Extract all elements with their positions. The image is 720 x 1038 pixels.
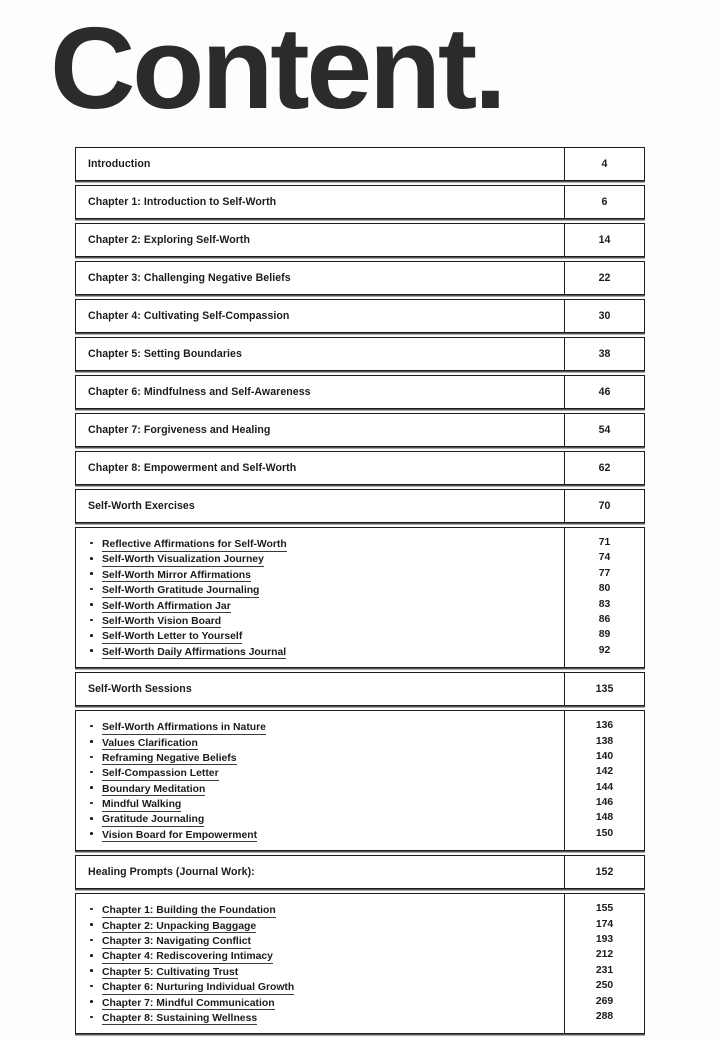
toc-sublist-item-page: 138 — [595, 735, 614, 747]
toc-entry-page-cell — [565, 147, 645, 181]
toc-sublist-item-page: 174 — [595, 918, 614, 930]
toc-entry-page: 62 — [598, 462, 611, 474]
toc-entry-page-cell — [565, 299, 645, 333]
toc-entry-title-cell[interactable] — [75, 451, 565, 485]
table-row — [75, 489, 645, 523]
toc-entry-page-cell — [565, 489, 645, 523]
toc-sublist-item-label[interactable]: Self-Worth Affirmation Jar — [102, 600, 231, 612]
toc-entry-page-cell — [565, 185, 645, 219]
toc-sublist-item-page: 231 — [595, 964, 614, 976]
toc-entry-page: 135 — [595, 683, 614, 696]
toc-sublist-item-label[interactable]: Chapter 3: Navigating Conflict — [102, 936, 251, 948]
list-item[interactable] — [102, 643, 564, 658]
toc-sublist-item-label[interactable]: Reframing Negative Beliefs — [102, 752, 237, 764]
toc-entry-label: Chapter 1: Introduction to Self-Worth — [88, 196, 277, 208]
table-row — [75, 261, 645, 295]
toc-sublist-item-page: 269 — [595, 995, 614, 1007]
toc-sublist-item-label[interactable]: Self-Worth Letter to Yourself — [102, 631, 243, 643]
toc-sublist-item-page: 250 — [595, 980, 614, 992]
table-row — [75, 375, 645, 409]
toc-entry-page: 54 — [598, 424, 611, 436]
toc-entry-label: Chapter 8: Empowerment and Self-Worth — [88, 462, 297, 474]
toc-entry-page-cell — [565, 337, 645, 371]
toc-sublist-item-label[interactable]: Chapter 6: Nurturing Individual Growth — [102, 982, 295, 994]
toc-entry-title-cell — [75, 527, 565, 668]
toc-entry-label: Introduction — [88, 158, 151, 170]
toc-entry-label: Chapter 7: Forgiveness and Healing — [88, 424, 271, 436]
toc-sublist-item-label[interactable]: Chapter 7: Mindful Communication — [102, 997, 275, 1009]
toc-sublist-pages — [565, 718, 644, 841]
toc-sublist-item-page: 89 — [598, 629, 611, 641]
toc-sublist-item-label[interactable]: Self-Worth Visualization Journey — [102, 554, 264, 566]
toc-sublist-item-page: 74 — [598, 552, 611, 564]
list-item[interactable] — [102, 947, 564, 962]
list-item[interactable] — [102, 550, 564, 565]
toc-entry-page: 30 — [598, 310, 611, 322]
toc-entry-title-cell[interactable] — [75, 375, 565, 409]
toc-entry-label: Self-Worth Sessions — [88, 683, 192, 696]
table-row — [75, 147, 645, 181]
toc-entry-label: Chapter 4: Cultivating Self-Compassion — [88, 310, 290, 322]
toc-sublist-item-label[interactable]: Gratitude Journaling — [102, 814, 205, 826]
toc-sublist-pages — [565, 535, 644, 658]
toc-entry-page: 152 — [595, 866, 614, 879]
toc-sublist-item-page: 150 — [595, 827, 614, 839]
toc-sublist-item-page: 155 — [595, 903, 614, 915]
toc-entry-page-cell — [565, 855, 645, 889]
list-item[interactable] — [102, 627, 564, 642]
toc-entry-page: 6 — [601, 196, 608, 208]
toc-sublist-item-label[interactable]: Chapter 1: Building the Foundation — [102, 905, 276, 917]
toc-sublist-item-label[interactable]: Chapter 8: Sustaining Wellness — [102, 1012, 258, 1024]
toc-sublist-item-page: 212 — [595, 949, 614, 961]
toc-sublist-item-label[interactable]: Self-Worth Vision Board — [102, 615, 222, 627]
toc-entry-label: Chapter 5: Setting Boundaries — [88, 348, 242, 360]
list-item[interactable] — [102, 963, 564, 978]
toc-sublist — [76, 718, 564, 841]
toc-entry-title-cell[interactable] — [75, 413, 565, 447]
toc-entry-title-cell[interactable] — [75, 855, 565, 889]
toc-sublist-item-label[interactable]: Reflective Affirmations for Self-Worth — [102, 539, 287, 550]
list-item[interactable] — [102, 581, 564, 596]
toc-entry-page: 46 — [598, 386, 611, 398]
table-row-list — [75, 710, 645, 851]
toc-sublist-item-page: 80 — [598, 583, 611, 595]
toc-entry-page-cell — [565, 261, 645, 295]
list-item[interactable] — [102, 749, 564, 764]
toc-sublist-item-label[interactable]: Self-Worth Gratitude Journaling — [102, 585, 260, 597]
toc-entry-label: Self-Worth Exercises — [88, 500, 195, 512]
toc-entry-title-cell[interactable] — [75, 337, 565, 371]
toc-sublist-item-label[interactable]: Values Clarification — [102, 737, 198, 749]
list-item[interactable] — [102, 566, 564, 581]
toc-sublist-item-page: 140 — [595, 750, 614, 762]
toc-entry-page: 70 — [598, 500, 611, 512]
toc-entry-page: 22 — [598, 272, 611, 284]
toc-sublist-item-label[interactable]: Mindful Walking — [102, 799, 182, 811]
toc-sublist-item-page: 144 — [595, 781, 614, 793]
list-item[interactable] — [102, 1009, 564, 1024]
toc-sublist-item-page: 146 — [595, 797, 614, 809]
toc-sublist-item-page: 148 — [595, 812, 614, 824]
toc-sublist-item-label[interactable]: Self-Worth Affirmations in Nature — [102, 722, 266, 734]
toc-sublist — [76, 901, 564, 1024]
toc-entry-label: Healing Prompts (Journal Work): — [88, 866, 255, 879]
toc-entry-label: Chapter 6: Mindfulness and Self-Awareness — [88, 386, 311, 398]
list-item[interactable] — [102, 764, 564, 779]
toc-entry-page-cell — [565, 413, 645, 447]
list-item[interactable] — [102, 994, 564, 1009]
toc-sublist-item-label[interactable]: Chapter 2: Unpacking Baggage — [102, 920, 257, 932]
toc-entry-title-cell[interactable] — [75, 185, 565, 219]
toc-sublist-pages — [565, 901, 644, 1024]
toc-sublist-item-label[interactable]: Vision Board for Empowerment — [102, 829, 258, 841]
list-item[interactable] — [102, 734, 564, 749]
list-item[interactable] — [102, 978, 564, 993]
toc-sublist-item-page: 92 — [598, 644, 611, 656]
list-item[interactable] — [102, 917, 564, 932]
toc-entry-title-cell[interactable] — [75, 672, 565, 706]
toc-entry-page: 38 — [598, 348, 611, 360]
table-row — [75, 413, 645, 447]
toc-entry-page-cell — [565, 710, 645, 851]
toc-entry-title-cell[interactable] — [75, 489, 565, 523]
toc-entry-page-cell — [565, 223, 645, 257]
table-row-list — [75, 527, 645, 668]
table-row — [75, 337, 645, 371]
table-row — [75, 223, 645, 257]
toc-sublist-item-page: 71 — [598, 537, 611, 548]
list-item[interactable] — [102, 718, 564, 733]
toc-sublist-item-page: 142 — [595, 766, 614, 778]
toc-sublist-item-label[interactable]: Self-Compassion Letter — [102, 768, 219, 780]
table-of-contents — [75, 147, 645, 1038]
table-row — [75, 855, 645, 889]
toc-entry-page-cell — [565, 527, 645, 668]
toc-entry-title-cell[interactable] — [75, 147, 565, 181]
table-row — [75, 451, 645, 485]
table-row-list — [75, 893, 645, 1034]
list-item[interactable] — [102, 597, 564, 612]
toc-sublist-item-label[interactable]: Self-Worth Daily Affirmations Journal — [102, 646, 287, 658]
table-row — [75, 672, 645, 706]
toc-sublist — [76, 535, 564, 658]
toc-sublist-item-page: 83 — [598, 598, 611, 610]
toc-sublist-item-label[interactable]: Chapter 5: Cultivating Trust — [102, 966, 239, 978]
toc-sublist-item-page: 193 — [595, 934, 614, 946]
toc-sublist-item-page: 77 — [598, 567, 611, 579]
page-header — [0, 0, 720, 134]
toc-entry-page-cell — [565, 672, 645, 706]
toc-entry-title-cell[interactable] — [75, 223, 565, 257]
toc-entry-title-cell — [75, 893, 565, 1034]
toc-entry-page-cell — [565, 375, 645, 409]
list-item[interactable] — [102, 810, 564, 825]
toc-sublist-item-page: 136 — [595, 720, 614, 732]
table-row — [75, 299, 645, 333]
list-item[interactable] — [102, 901, 564, 916]
toc-sublist-item-label[interactable]: Chapter 4: Rediscovering Intimacy — [102, 951, 273, 963]
list-item[interactable] — [102, 535, 564, 550]
list-item[interactable] — [102, 795, 564, 810]
toc-entry-page: 4 — [601, 158, 608, 170]
list-item[interactable] — [102, 826, 564, 841]
toc-entry-title-cell[interactable] — [75, 261, 565, 295]
toc-sublist-item-label[interactable]: Boundary Meditation — [102, 783, 206, 795]
page-title: Content. — [50, 3, 504, 133]
list-item[interactable] — [102, 932, 564, 947]
table-row — [75, 185, 645, 219]
toc-entry-title-cell[interactable] — [75, 299, 565, 333]
toc-sublist-item-page: 288 — [595, 1010, 614, 1022]
list-item[interactable] — [102, 612, 564, 627]
toc-entry-page-cell — [565, 451, 645, 485]
toc-entry-label: Chapter 2: Exploring Self-Worth — [88, 234, 251, 246]
toc-entry-page-cell — [565, 893, 645, 1034]
list-item[interactable] — [102, 780, 564, 795]
toc-sublist-item-page: 86 — [598, 613, 611, 625]
toc-sublist-item-label[interactable]: Self-Worth Mirror Affirmations — [102, 569, 251, 581]
toc-entry-title-cell — [75, 710, 565, 851]
toc-entry-page: 14 — [598, 234, 611, 246]
toc-entry-label: Chapter 3: Challenging Negative Beliefs — [88, 272, 291, 284]
